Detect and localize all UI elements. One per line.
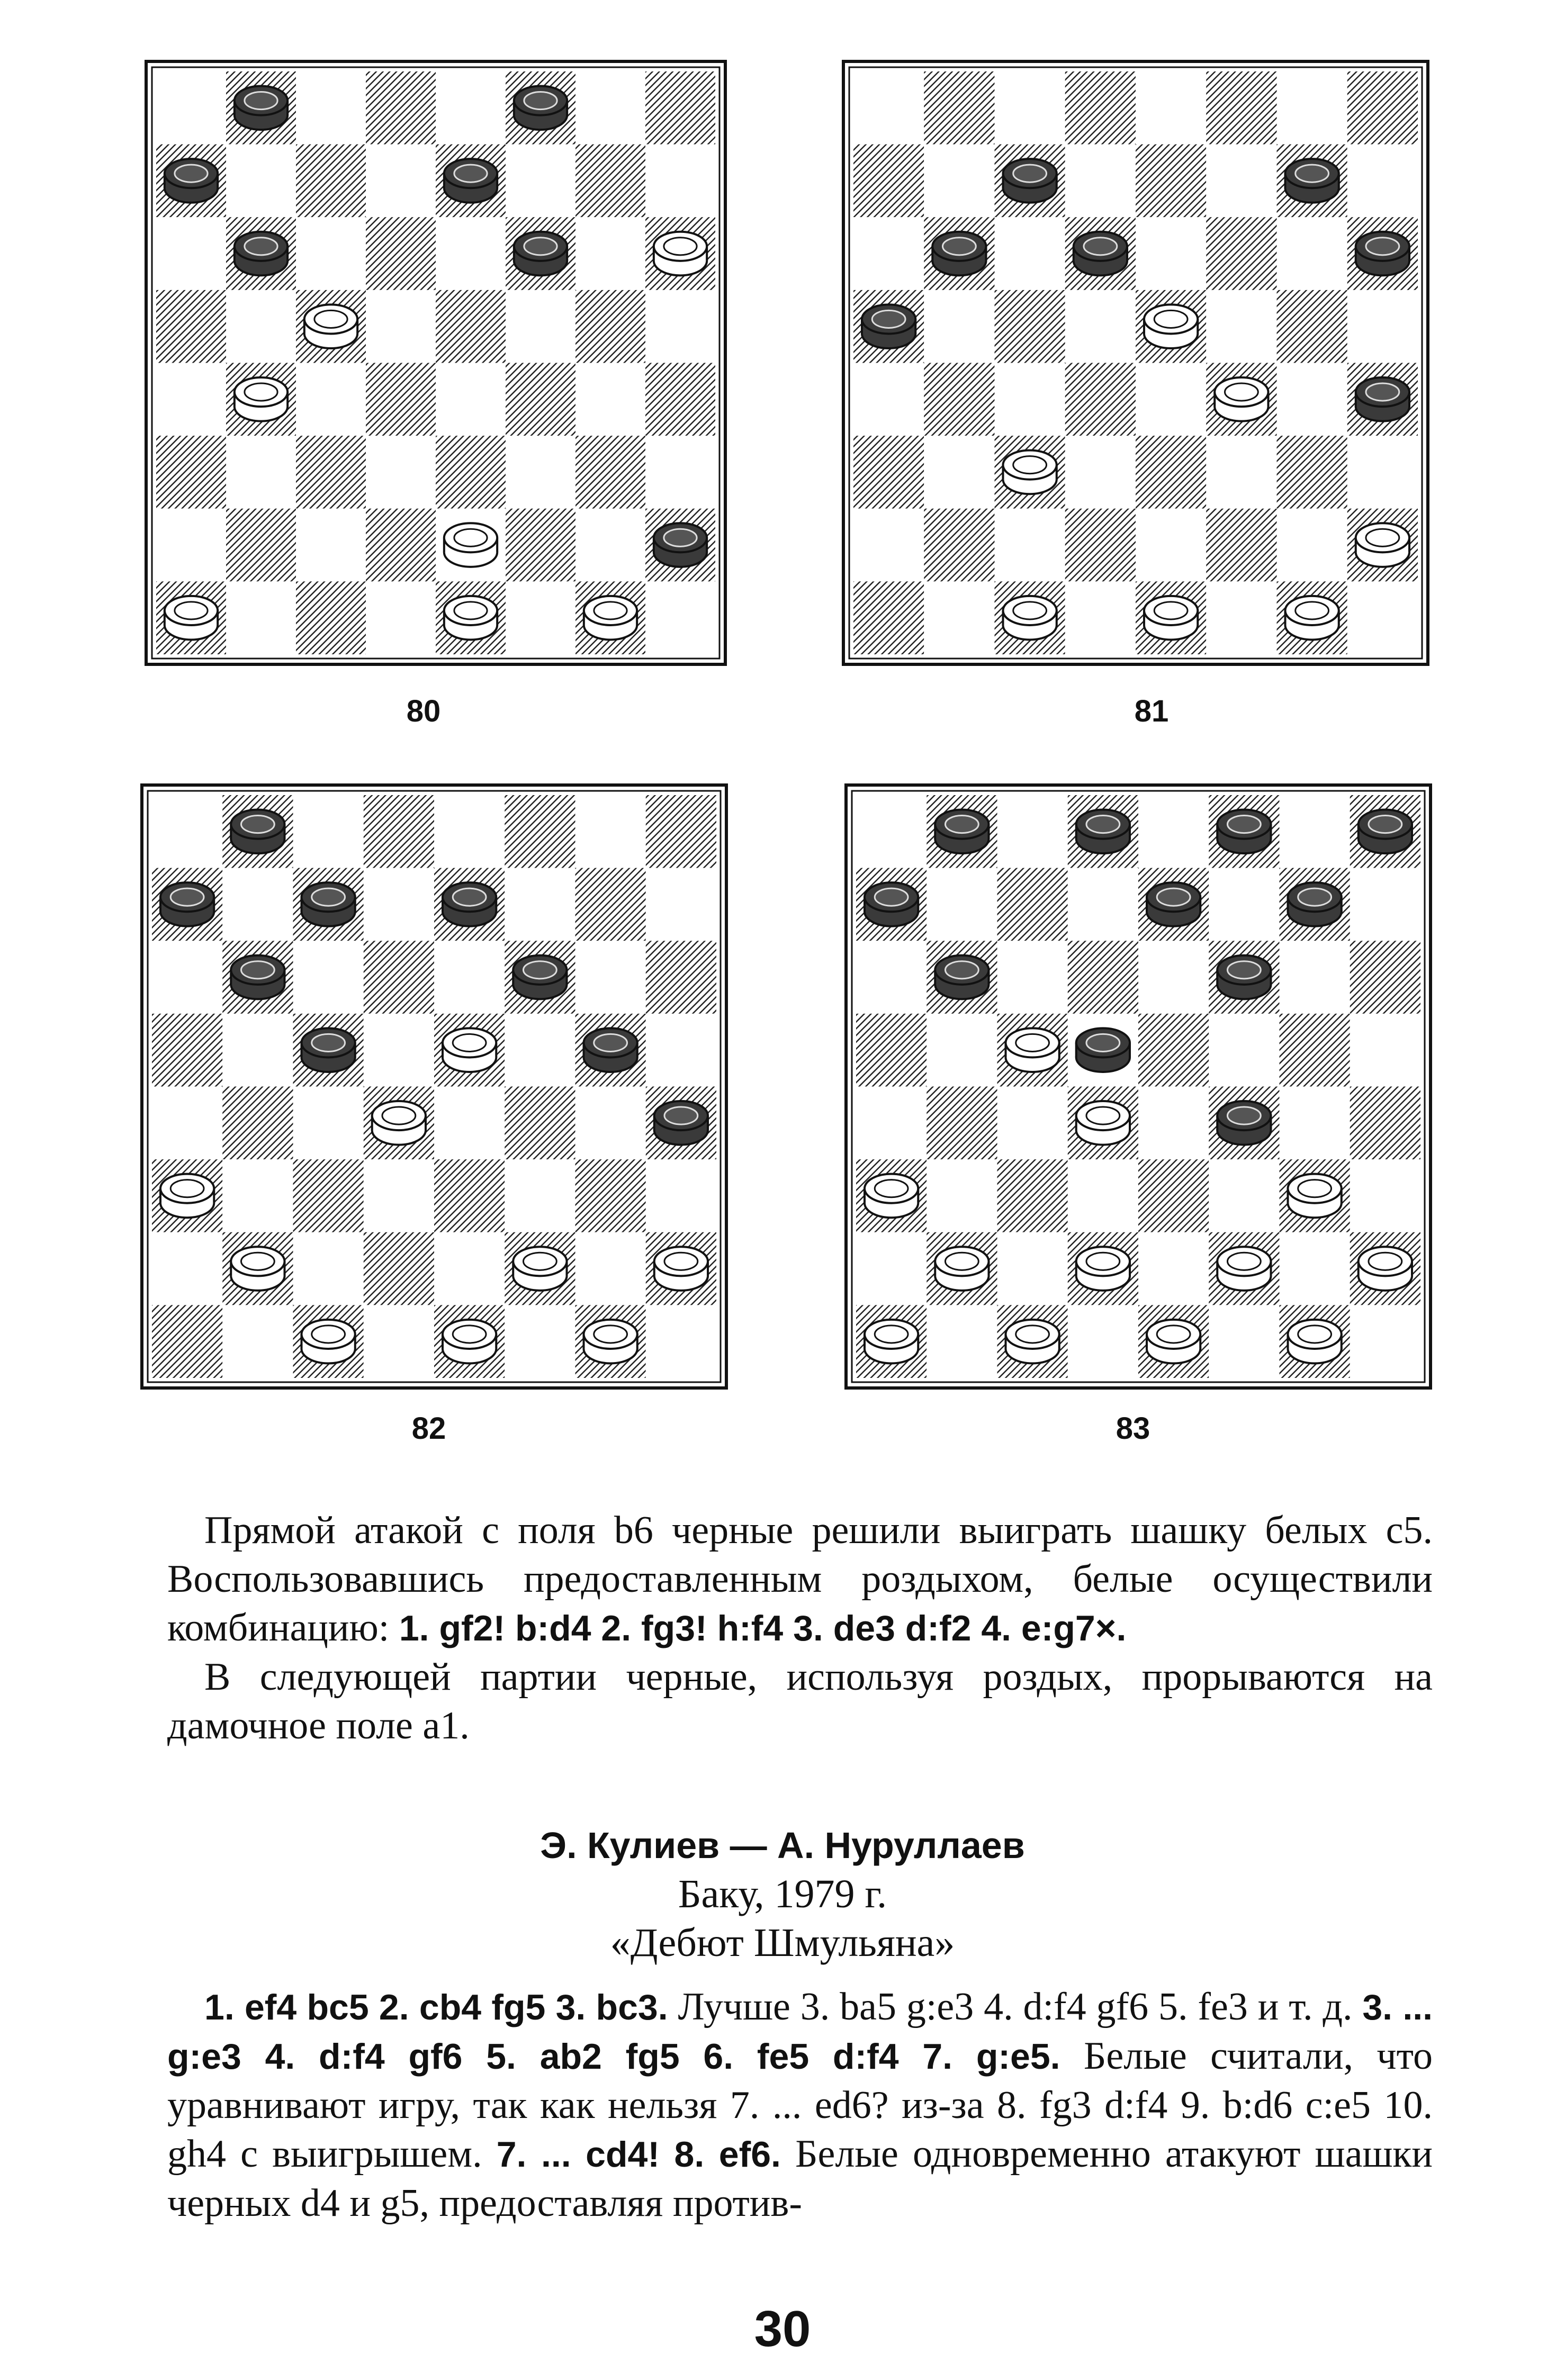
square-c2 (293, 1232, 364, 1305)
diagram-80 (145, 60, 727, 666)
white-checker-f2 (1217, 1247, 1271, 1291)
square-d1 (366, 581, 436, 654)
white-checker-b2 (231, 1247, 284, 1291)
square-g6 (1277, 217, 1347, 290)
square-h5 (645, 290, 715, 363)
square-f7 (506, 145, 575, 218)
square-c4 (293, 1087, 364, 1160)
black-checker-a5 (862, 304, 915, 348)
square-e8 (436, 71, 506, 145)
black-checker-b8 (235, 86, 287, 130)
square-b1 (226, 581, 296, 654)
white-checker-f4 (1215, 377, 1268, 421)
square-e6 (434, 941, 505, 1014)
white-checker-b2 (935, 1247, 988, 1291)
square-b3 (226, 436, 296, 509)
square-c6 (293, 941, 364, 1014)
square-g6 (575, 217, 645, 290)
square-a4 (853, 363, 924, 436)
square-d8 (364, 795, 434, 868)
square-e3 (434, 1159, 505, 1232)
square-a5 (156, 290, 226, 363)
white-checker-e5 (443, 1028, 496, 1072)
square-c8 (296, 71, 366, 145)
square-a2 (853, 509, 924, 582)
square-h1 (646, 1305, 716, 1378)
paragraph-2: В следующей партии черные, используя роздых, прорываются на дамочное поле а1. (167, 1655, 1433, 1747)
square-g6 (1280, 941, 1350, 1014)
square-h3 (1350, 1159, 1420, 1232)
square-c3 (997, 1159, 1068, 1232)
square-g8 (575, 71, 645, 145)
white-checker-h2 (1359, 1247, 1412, 1291)
square-d2 (364, 1232, 434, 1305)
square-e7 (1136, 145, 1206, 218)
square-e4 (434, 1087, 505, 1160)
diagram-82-number: 82 (411, 1411, 446, 1446)
black-checker-h8 (1359, 810, 1412, 854)
black-checker-d6 (1074, 232, 1127, 276)
square-e4 (436, 363, 506, 436)
diagram-83 (844, 783, 1432, 1390)
square-f2 (506, 509, 575, 582)
white-checker-a1 (165, 596, 218, 640)
square-f5 (506, 290, 575, 363)
square-d2 (1065, 509, 1136, 582)
square-f7 (1209, 868, 1279, 941)
black-checker-b8 (231, 810, 284, 854)
square-b2 (924, 509, 994, 582)
white-checker-e2 (444, 523, 497, 567)
black-checker-b8 (935, 810, 988, 854)
square-g8 (1277, 71, 1347, 145)
board-82 (140, 783, 728, 1390)
square-d4 (1065, 363, 1136, 436)
square-b4 (222, 1087, 293, 1160)
square-b1 (924, 581, 994, 654)
square-e3 (1136, 436, 1206, 509)
square-a6 (856, 941, 927, 1014)
square-h7 (646, 868, 716, 941)
square-g2 (1277, 509, 1347, 582)
square-d3 (366, 436, 436, 509)
square-a3 (156, 436, 226, 509)
square-b1 (222, 1305, 293, 1378)
square-b7 (924, 145, 994, 218)
moves-1: 1. gf2! b:d4 2. fg3! h:f4 3. de3 d:f2 4. e:g7×. (399, 1608, 1127, 1648)
square-b5 (222, 1014, 293, 1087)
square-f3 (1206, 436, 1276, 509)
black-checker-c7 (301, 882, 355, 926)
square-g7 (575, 145, 645, 218)
square-a7 (853, 145, 924, 218)
square-d1 (1065, 581, 1136, 654)
black-checker-b6 (235, 232, 287, 276)
square-g4 (1277, 363, 1347, 436)
square-g4 (575, 1087, 646, 1160)
square-b8 (924, 71, 994, 145)
square-a2 (152, 1232, 222, 1305)
square-h6 (646, 941, 716, 1014)
diagram-82 (140, 783, 728, 1390)
square-b4 (927, 1087, 997, 1160)
square-d1 (364, 1305, 434, 1378)
square-f7 (1206, 145, 1276, 218)
body-text-top (167, 1506, 1433, 1750)
white-checker-f2 (513, 1247, 566, 1291)
white-checker-c1 (1005, 1320, 1059, 1364)
white-checker-e5 (1144, 304, 1198, 348)
square-e2 (434, 1232, 505, 1305)
square-d3 (364, 1159, 434, 1232)
black-checker-f8 (1217, 810, 1271, 854)
square-e3 (1138, 1159, 1209, 1232)
square-c4 (997, 1087, 1068, 1160)
square-g3 (575, 1159, 646, 1232)
square-h1 (1347, 581, 1418, 654)
white-checker-g1 (1288, 1320, 1341, 1364)
black-checker-f8 (514, 86, 567, 130)
square-h6 (1350, 941, 1420, 1014)
square-a4 (152, 1087, 222, 1160)
square-g7 (575, 868, 646, 941)
white-checker-g1 (1285, 596, 1338, 640)
square-g5 (1280, 1014, 1350, 1087)
square-h1 (1350, 1305, 1420, 1378)
black-checker-f6 (513, 955, 566, 999)
board-83 (844, 783, 1432, 1390)
square-h4 (1350, 1087, 1420, 1160)
body-text-bottom (167, 1982, 1433, 2228)
square-b5 (924, 290, 994, 363)
square-c2 (997, 1232, 1068, 1305)
diagram-83-number: 83 (1116, 1411, 1150, 1446)
black-checker-f6 (514, 232, 567, 276)
black-checker-e7 (444, 159, 497, 203)
square-h7 (1350, 868, 1420, 941)
square-e4 (1136, 363, 1206, 436)
square-a2 (156, 509, 226, 582)
square-f3 (1209, 1159, 1279, 1232)
square-e2 (1136, 509, 1206, 582)
square-h8 (645, 71, 715, 145)
black-checker-h6 (1356, 232, 1409, 276)
black-checker-d8 (1076, 810, 1130, 854)
square-b4 (924, 363, 994, 436)
diagram-80-number: 80 (406, 694, 441, 728)
square-a4 (856, 1087, 927, 1160)
square-f3 (506, 436, 575, 509)
white-checker-a1 (865, 1320, 918, 1364)
square-h3 (1347, 436, 1418, 509)
square-g4 (575, 363, 645, 436)
black-checker-e7 (1147, 882, 1200, 926)
square-f1 (506, 581, 575, 654)
black-checker-f6 (1217, 955, 1271, 999)
square-d7 (1065, 145, 1136, 218)
square-e6 (1136, 217, 1206, 290)
square-c3 (296, 436, 366, 509)
square-g2 (575, 509, 645, 582)
square-g4 (1280, 1087, 1350, 1160)
square-a8 (156, 71, 226, 145)
square-h5 (1350, 1014, 1420, 1087)
white-checker-e1 (1144, 596, 1198, 640)
square-f5 (505, 1014, 575, 1087)
square-c6 (995, 217, 1065, 290)
square-f5 (1206, 290, 1276, 363)
square-d3 (1065, 436, 1136, 509)
square-g3 (575, 436, 645, 509)
board-81 (842, 60, 1429, 666)
square-e2 (1138, 1232, 1209, 1305)
square-c8 (997, 795, 1068, 868)
square-a8 (856, 795, 927, 868)
square-g5 (1277, 290, 1347, 363)
square-g8 (575, 795, 646, 868)
square-a4 (156, 363, 226, 436)
white-checker-d4 (372, 1101, 426, 1145)
square-f7 (505, 868, 575, 941)
square-b5 (927, 1014, 997, 1087)
square-e8 (1138, 795, 1209, 868)
page-number: 30 (754, 2301, 811, 2357)
white-checker-e1 (443, 1320, 496, 1364)
square-e8 (1136, 71, 1206, 145)
square-d6 (364, 941, 434, 1014)
game-heading (0, 1821, 1565, 1967)
white-checker-b4 (235, 377, 287, 421)
square-e5 (1138, 1014, 1209, 1087)
square-d3 (1068, 1159, 1138, 1232)
white-checker-g1 (584, 596, 637, 640)
square-c5 (995, 290, 1065, 363)
black-checker-h4 (654, 1101, 708, 1145)
square-g8 (1280, 795, 1350, 868)
square-f8 (505, 795, 575, 868)
square-a6 (853, 217, 924, 290)
board-80 (145, 60, 727, 666)
square-b7 (927, 868, 997, 941)
square-a6 (156, 217, 226, 290)
square-a5 (856, 1014, 927, 1087)
square-c4 (995, 363, 1065, 436)
white-checker-h6 (654, 232, 707, 276)
square-h8 (646, 795, 716, 868)
square-e6 (1138, 941, 1209, 1014)
square-c7 (997, 868, 1068, 941)
white-checker-e1 (1147, 1320, 1200, 1364)
white-checker-c5 (1005, 1028, 1059, 1072)
square-b3 (927, 1159, 997, 1232)
square-b7 (226, 145, 296, 218)
square-b1 (927, 1305, 997, 1378)
diagram-81-number: 81 (1134, 694, 1169, 728)
square-d8 (1065, 71, 1136, 145)
square-b5 (226, 290, 296, 363)
square-h3 (646, 1159, 716, 1232)
paragraph-1: Прямой атакой с поля b6 черные решили выиграть шашку белых с5. Воспользовавшись предоставленным роздыхом, белые осуществили комбинацию: 1. gf2! b:d4 2. fg3! h:f4 3. de3 d:f2 4. e:g7×. (167, 1509, 1433, 1649)
game-place: Баку, 1979 г. (678, 1872, 887, 1916)
square-h1 (645, 581, 715, 654)
square-c3 (293, 1159, 364, 1232)
square-a3 (853, 436, 924, 509)
square-b2 (226, 509, 296, 582)
black-checker-b6 (935, 955, 988, 999)
white-checker-g3 (1288, 1174, 1341, 1218)
white-checker-d2 (1076, 1247, 1130, 1291)
square-g3 (1277, 436, 1347, 509)
square-d1 (1068, 1305, 1138, 1378)
square-a8 (152, 795, 222, 868)
square-c7 (296, 145, 366, 218)
square-d5 (364, 1014, 434, 1087)
square-c2 (995, 509, 1065, 582)
square-e4 (1138, 1087, 1209, 1160)
square-f1 (1209, 1305, 1279, 1378)
square-h5 (1347, 290, 1418, 363)
white-checker-h2 (1356, 523, 1409, 567)
square-h5 (646, 1014, 716, 1087)
square-b3 (924, 436, 994, 509)
square-e5 (436, 290, 506, 363)
square-h7 (1347, 145, 1418, 218)
black-checker-g7 (1288, 882, 1341, 926)
black-checker-b6 (231, 955, 284, 999)
paragraph-3: 1. ef4 bc5 2. cb4 fg5 3. bc3. Лучше 3. ba5 g:e3 4. d:f4 gf6 5. fe3 и т. д. 3. ... g:e3 4. d:f4 gf6 5. ab2 fg5 6. fe5 d:f4 7. g:e5. Белые считали, что уравнивают игру, так как нельзя 7. ... ed6? из-за 8. fg3 d:f4 9. b:d6 c:e5 10. gh4 с выигрышем. 7. ... cd4! 8. ef6. Белые одновременно атакуют шашки черных d4 и g5, предоставляя против- (167, 1985, 1433, 2225)
square-e3 (436, 436, 506, 509)
square-h3 (645, 436, 715, 509)
square-f4 (506, 363, 575, 436)
square-a6 (152, 941, 222, 1014)
square-e8 (434, 795, 505, 868)
square-c4 (296, 363, 366, 436)
square-d2 (366, 509, 436, 582)
white-checker-c5 (304, 304, 357, 348)
square-d7 (1068, 868, 1138, 941)
square-g5 (575, 290, 645, 363)
white-checker-c1 (301, 1320, 355, 1364)
square-a8 (853, 71, 924, 145)
square-g2 (1280, 1232, 1350, 1305)
black-checker-e7 (443, 882, 496, 926)
square-c6 (296, 217, 366, 290)
square-a1 (152, 1305, 222, 1378)
square-d5 (366, 290, 436, 363)
square-f5 (1209, 1014, 1279, 1087)
square-a1 (853, 581, 924, 654)
black-checker-a7 (165, 159, 218, 203)
black-checker-a7 (160, 882, 214, 926)
white-checker-c3 (1003, 450, 1056, 494)
square-d4 (366, 363, 436, 436)
square-f3 (505, 1159, 575, 1232)
square-c1 (296, 581, 366, 654)
game-players: Э. Кулиев — А. Нуруллаев (540, 1825, 1025, 1866)
black-checker-h2 (654, 523, 707, 567)
square-f6 (1206, 217, 1276, 290)
game-opening: «Дебют Шмульяна» (610, 1921, 955, 1965)
square-f1 (505, 1305, 575, 1378)
square-d6 (1068, 941, 1138, 1014)
square-g2 (575, 1232, 646, 1305)
square-d6 (366, 217, 436, 290)
white-checker-c1 (1003, 596, 1056, 640)
square-d7 (364, 868, 434, 941)
black-checker-g5 (583, 1028, 637, 1072)
square-e6 (436, 217, 506, 290)
black-checker-g7 (1285, 159, 1338, 203)
square-a5 (152, 1014, 222, 1087)
square-d8 (366, 71, 436, 145)
square-h7 (645, 145, 715, 218)
white-checker-g1 (583, 1320, 637, 1364)
white-checker-a3 (865, 1174, 918, 1218)
square-c2 (296, 509, 366, 582)
black-checker-f4 (1217, 1101, 1271, 1145)
square-f4 (505, 1087, 575, 1160)
square-c8 (293, 795, 364, 868)
square-b3 (222, 1159, 293, 1232)
square-f1 (1206, 581, 1276, 654)
square-c6 (997, 941, 1068, 1014)
black-checker-b6 (932, 232, 986, 276)
black-checker-d5 (1076, 1028, 1130, 1072)
square-d7 (366, 145, 436, 218)
white-checker-e1 (444, 596, 497, 640)
white-checker-a3 (160, 1174, 214, 1218)
square-b7 (222, 868, 293, 941)
square-d5 (1065, 290, 1136, 363)
black-checker-c5 (301, 1028, 355, 1072)
square-c8 (995, 71, 1065, 145)
white-checker-h2 (654, 1247, 708, 1291)
black-checker-c7 (1003, 159, 1056, 203)
square-f8 (1206, 71, 1276, 145)
diagram-81 (842, 60, 1429, 666)
black-checker-a7 (865, 882, 918, 926)
square-a2 (856, 1232, 927, 1305)
black-checker-h4 (1356, 377, 1409, 421)
square-g6 (575, 941, 646, 1014)
square-h8 (1347, 71, 1418, 145)
square-h4 (645, 363, 715, 436)
white-checker-d4 (1076, 1101, 1130, 1145)
square-f2 (1206, 509, 1276, 582)
